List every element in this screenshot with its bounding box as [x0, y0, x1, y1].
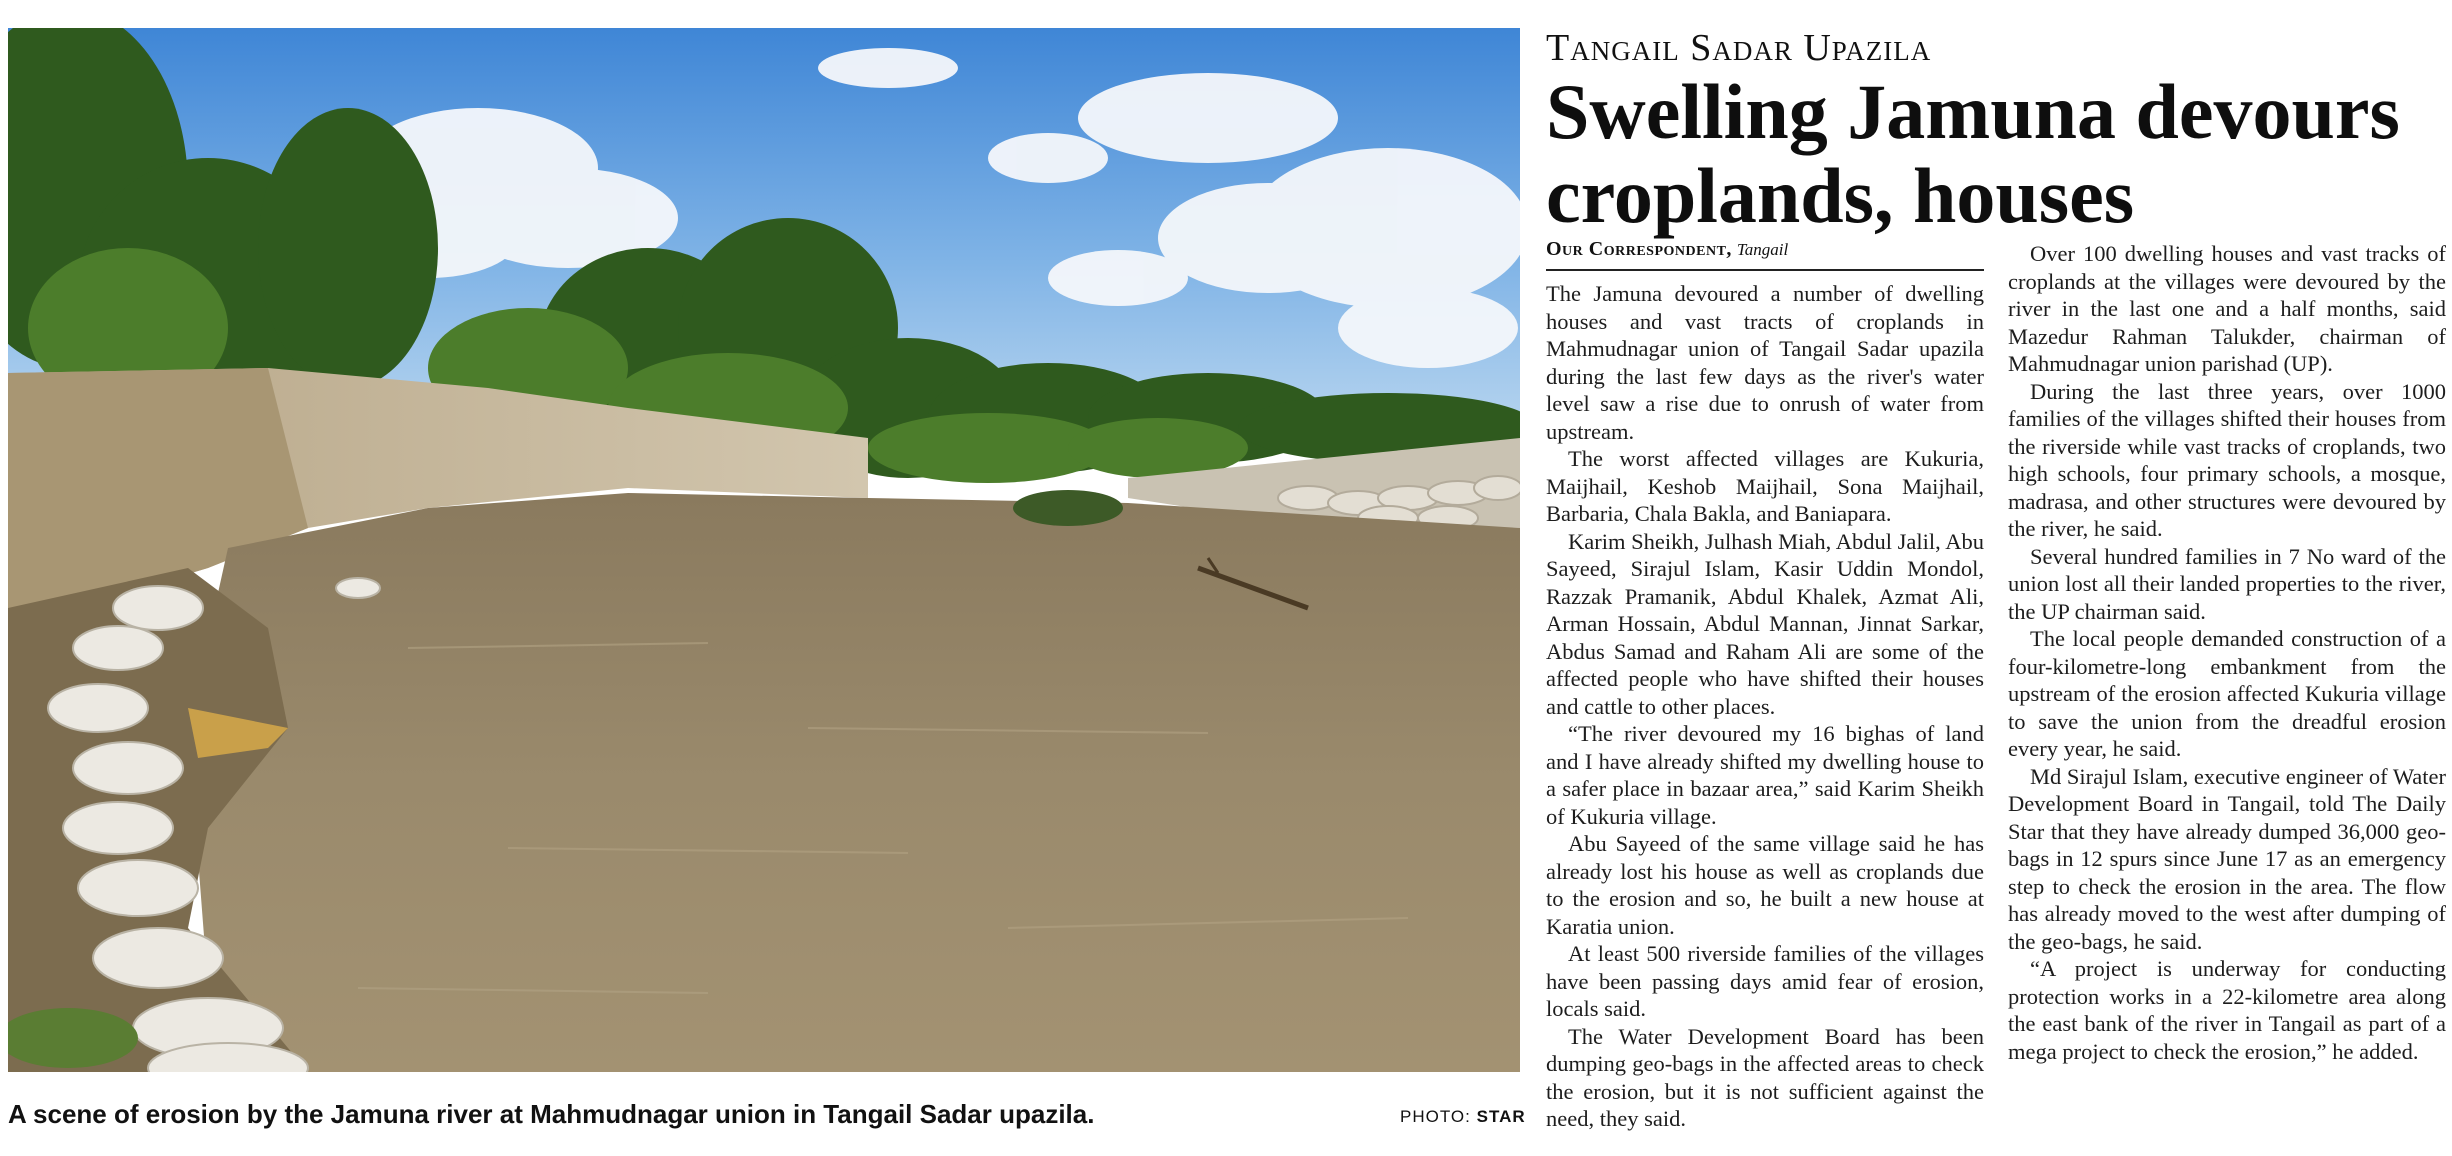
- byline-place: Tangail: [1736, 240, 1789, 259]
- photo-credit-source: STAR: [1476, 1107, 1526, 1126]
- paragraph: Karim Sheikh, Julhash Miah, Abdul Jalil, Abu Sayeed, Sirajul Islam, Kasir Uddin Mondol, Razzak Pramanik, Abdul Khalek, Azmat Ali, Arman Hossain, Abdul Mannan, Jinnat Sarkar, Abdus Samad and Raham Ali are some of the affected people who have shifted their houses and cattle to other places.: [1546, 528, 1984, 719]
- article-column-2: [2008, 240, 2446, 1065]
- byline-divider: [1546, 269, 1984, 271]
- paragraph: Over 100 dwelling houses and vast tracks of croplands at the villages were devoured by the river in the last one and a half months, said Mazedur Rahman Talukder, chairman of Mahmudnagar union parishad (UP).: [2008, 241, 2446, 376]
- paragraph: The Water Development Board has been dumping geo-bags in the affected areas to check the erosion, but it is not sufficient against the need, they said.: [1546, 1023, 1984, 1131]
- paragraph: The worst affected villages are Kukuria, Maijhail, Keshob Maijhail, Sona Maijhail, Barbaria, Chala Bakla, and Baniapara.: [1546, 446, 1984, 526]
- paragraph: Md Sirajul Islam, executive engineer of Water Development Board in Tangail, told The Daily Star that they have already dumped 36,000 geo-bags in 12 spurs since June 17 as an emergency step to check the erosion in the area. The flow has already moved to the west after dumping of the geo-bags, he said.: [2008, 763, 2446, 954]
- photo-credit-prefix: PHOTO:: [1400, 1107, 1471, 1126]
- byline-author: Our Correspondent,: [1546, 238, 1732, 260]
- paragraph: At least 500 riverside families of the villages have been passing days amid fear of erosion, locals said.: [1546, 941, 1984, 1021]
- photo-caption: A scene of erosion by the Jamuna river at Mahmudnagar union in Tangail Sadar upazila.: [8, 1099, 1095, 1129]
- news-photo: [8, 28, 1520, 1072]
- paragraph: “A project is underway for conducting protection works in a 22-kilometre area along the east bank of the river in Tangail as part of a mega project to check the erosion,” he added.: [2008, 956, 2446, 1064]
- paragraph: Several hundred families in 7 No ward of the union lost all their landed properties to the river, the UP chairman said.: [2008, 543, 2446, 624]
- paragraph: The Jamuna devoured a number of dwelling houses and vast tracts of croplands in Mahmudnagar union of Tangail Sadar upazila during the last few days as the river's water level saw a rise due to onrush of water from upstream.: [1546, 281, 1984, 444]
- article-kicker: Tangail Sadar Upazila: [1546, 27, 1932, 69]
- article-byline: [1546, 236, 1788, 263]
- photo-credit: [1400, 1106, 1526, 1128]
- paragraph: Abu Sayeed of the same village said he has already lost his house as well as croplands due to the erosion and so, he built a new house at Karatia union.: [1546, 831, 1984, 939]
- paragraph: The local people demanded construction of a four-kilometre-long embankment from the upstream of the erosion affected Kukuria village to save the union from the dreadful erosion every year, he said.: [2008, 626, 2446, 761]
- paragraph: During the last three years, over 1000 families of the villages shifted their houses from the riverside while vast tracks of croplands, two high schools, four primary schools, a mosque, madrasa, and other structures were devoured by the river, he said.: [2008, 378, 2446, 541]
- article-headline: Swelling Jamuna devours croplands, houses: [1546, 68, 2400, 239]
- paragraph: “The river devoured my 16 bighas of land and I have already shifted my dwelling house to a safer place in bazaar area,” said Karim Sheikh of Kukuria village.: [1546, 721, 1984, 829]
- article-column-1: [1546, 280, 1984, 1133]
